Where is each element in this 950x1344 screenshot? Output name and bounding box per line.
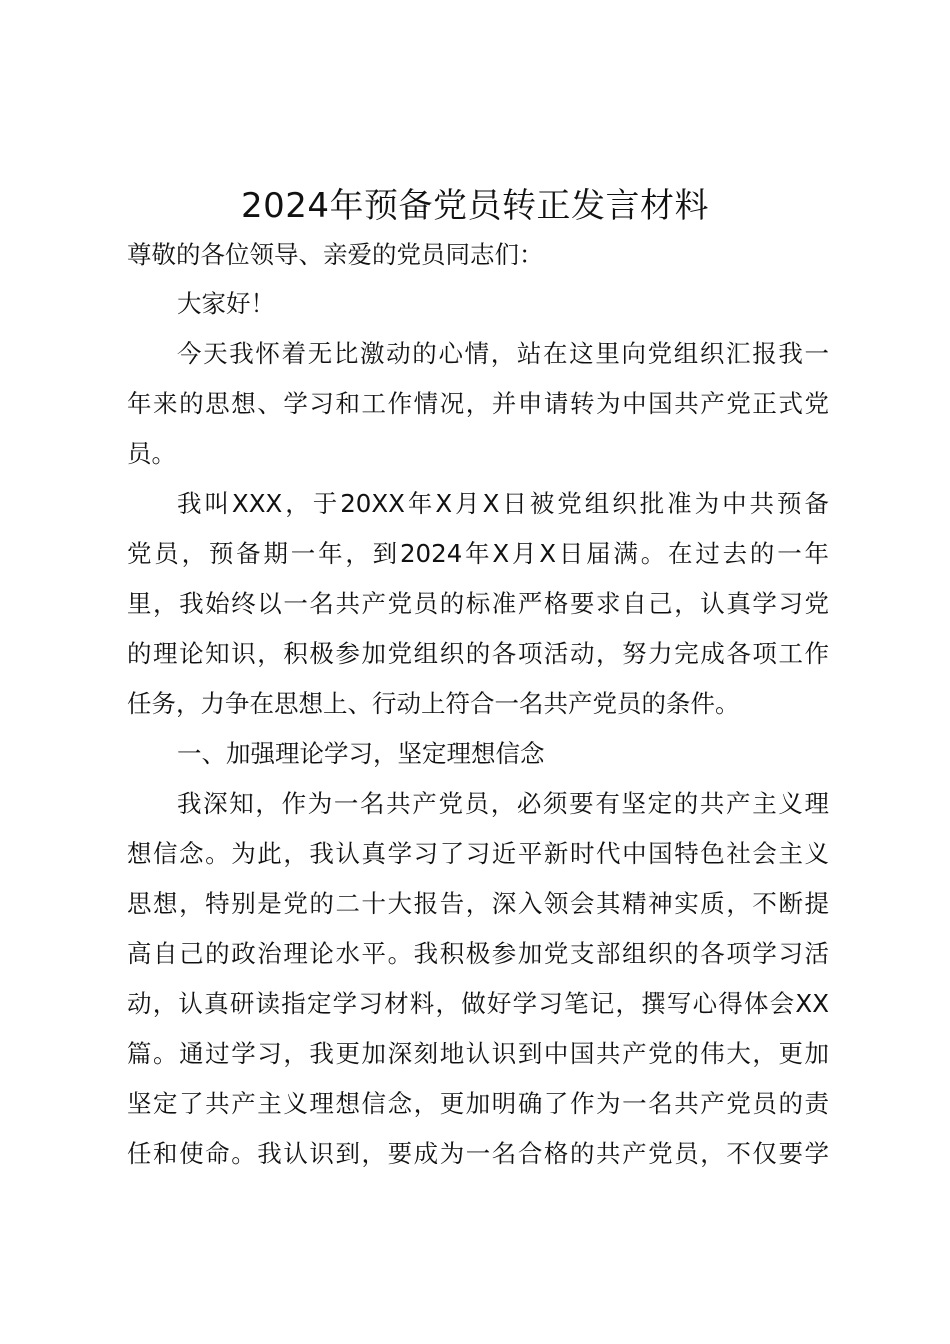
paragraph-line: 任和使命。我认识到，要成为一名合格的共产党员，不仅要学	[127, 1139, 829, 1168]
paragraph-line: 我叫XXX，于20XX年X月X日被党组织批准为中共预备	[177, 489, 829, 518]
paragraph-line: 党员，预备期一年，到2024年X月X日届满。在过去的一年	[127, 539, 829, 568]
salutation: 尊敬的各位领导、亲爱的党员同志们：	[127, 240, 544, 269]
paragraph-line: 的理论知识，积极参加党组织的各项活动，努力完成各项工作	[127, 639, 829, 668]
paragraph-line: 年来的思想、学习和工作情况，并申请转为中国共产党正式党	[127, 389, 829, 418]
section-heading: 一、加强理论学习，坚定理想信念	[177, 739, 545, 768]
paragraph-line: 思想，特别是党的二十大报告，深入领会其精神实质，不断提	[127, 889, 829, 918]
paragraph-line: 里，我始终以一名共产党员的标准严格要求自己，认真学习党	[127, 589, 829, 618]
paragraph-line: 想信念。为此，我认真学习了习近平新时代中国特色社会主义	[127, 839, 829, 868]
document-title: 2024年预备党员转正发言材料	[240, 186, 710, 226]
paragraph-line: 员。	[127, 439, 176, 468]
paragraph-line: 动，认真研读指定学习材料，做好学习笔记，撰写心得体会XX	[127, 989, 829, 1018]
paragraph-line: 高自己的政治理论水平。我积极参加党支部组织的各项学习活	[127, 939, 829, 968]
paragraph-line: 今天我怀着无比激动的心情，站在这里向党组织汇报我一	[177, 339, 829, 368]
paragraph-line: 我深知，作为一名共产党员，必须要有坚定的共产主义理	[177, 789, 829, 818]
paragraph-line: 篇。通过学习，我更加深刻地认识到中国共产党的伟大，更加	[127, 1039, 829, 1068]
greeting-line: 大家好！	[177, 289, 275, 318]
paragraph-line: 任务，力争在思想上、行动上符合一名共产党员的条件。	[127, 689, 740, 718]
paragraph-line: 坚定了共产主义理想信念，更加明确了作为一名共产党员的责	[127, 1089, 829, 1118]
